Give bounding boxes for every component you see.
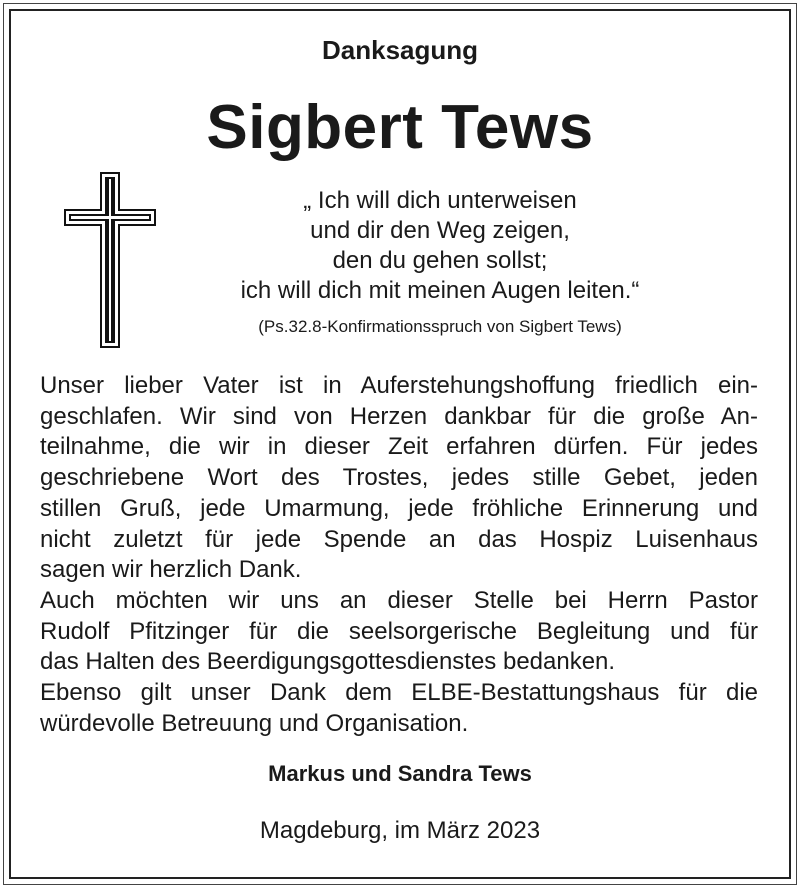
latin-cross-icon: [64, 172, 156, 348]
quote-line: und dir den Weg zeigen,: [310, 217, 570, 244]
body-line: Auch möchten wir uns an dieser Stelle bei Herrn Pastor: [40, 586, 758, 614]
body-line: das Halten des Beerdigungsgottesdienstes bedanken.: [40, 648, 616, 676]
body-line: geschlafen. Wir sind von Herzen dankbar für die große An-: [40, 402, 758, 430]
body-line: Unser lieber Vater ist in Auferstehungshoffung friedlich ein-: [40, 372, 758, 399]
body-line: Rudolf Pfitzinger für die seelsorgerische Begleitung und für: [40, 617, 758, 645]
quote-line: ich will dich mit meinen Augen leiten.“: [240, 277, 640, 304]
notice-kicker: Danksagung: [321, 35, 479, 65]
place-and-date: Magdeburg, im März 2023: [259, 817, 541, 844]
signers: Markus und Sandra Tews: [268, 761, 532, 786]
quote-line: „ Ich will dich unterweisen: [303, 187, 577, 214]
body-line: Ebenso gilt unser Dank dem ELBE-Bestattungshaus für die: [40, 679, 758, 707]
deceased-name: Sigbert Tews: [206, 93, 594, 162]
quote-line: den du gehen sollst;: [332, 247, 548, 274]
quote-source: (Ps.32.8-Konfirmationsspruch von Sigbert Tews): [258, 317, 622, 336]
body-line: geschriebene Wort des Trostes, jedes stille Gebet, jeden: [40, 464, 758, 492]
body-line: sagen wir herzlich Dank.: [40, 556, 302, 584]
body-line: stillen Gruß, jede Umarmung, jede fröhliche Erinnerung und: [40, 494, 758, 522]
bible-quote: [160, 186, 720, 306]
body-line: würdevolle Betreuung und Organisation.: [40, 709, 469, 737]
body-line: nicht zuletzt für jede Spende an das Hospiz Luisenhaus: [40, 525, 758, 553]
body-line: teilnahme, die wir in dieser Zeit erfahren dürfen. Für jedes: [40, 433, 758, 461]
thank-you-text: [40, 371, 758, 739]
